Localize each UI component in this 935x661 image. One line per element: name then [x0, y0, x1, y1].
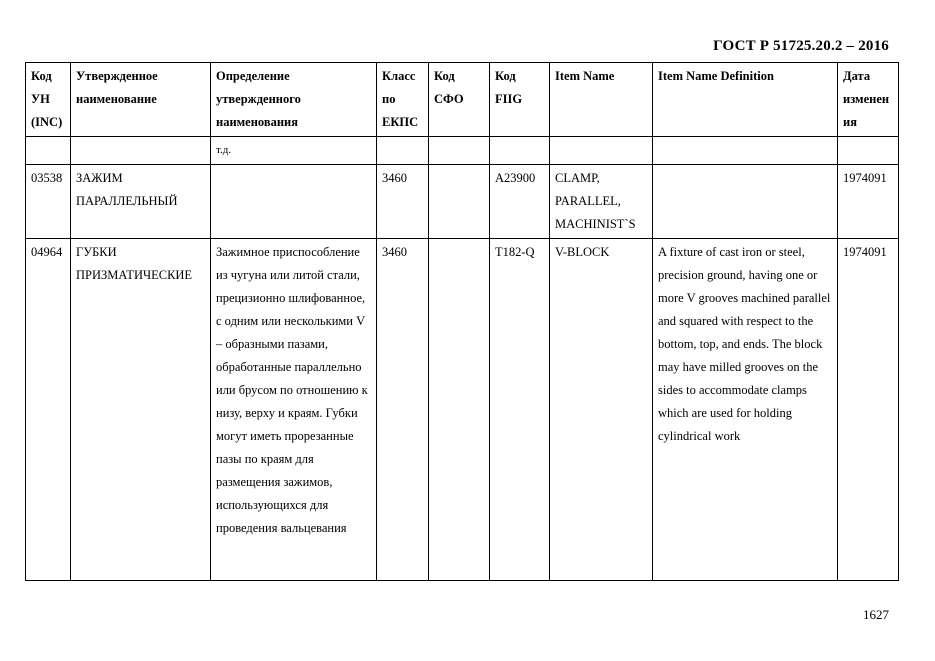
table-row: [26, 137, 899, 165]
col-header-sfo: Код СФО: [429, 63, 490, 137]
cell-definition: [211, 165, 377, 239]
cell-name: ГУБКИ ПРИЗМАТИЧЕСКИЕ: [71, 239, 211, 581]
table-row: [26, 165, 899, 239]
item-registry-table: [25, 62, 899, 581]
cell-class: 3460: [377, 165, 429, 239]
col-header-approved-name: Утвержденное наименование: [71, 63, 211, 137]
col-header-fiig: Код FIIG: [490, 63, 550, 137]
cell-item-def: [653, 137, 838, 165]
cell-date: 1974091: [838, 239, 899, 581]
cell-item-name: V-BLOCK: [550, 239, 653, 581]
col-header-inc: Код УН (INC): [26, 63, 71, 137]
cell-item-name: [550, 137, 653, 165]
cell-name: [71, 137, 211, 165]
cell-sfo: [429, 165, 490, 239]
cell-date: 1974091: [838, 165, 899, 239]
cell-definition: т.д.: [211, 137, 377, 165]
cell-inc: [26, 137, 71, 165]
col-header-class: Класс по ЕКПС: [377, 63, 429, 137]
cell-date: [838, 137, 899, 165]
col-header-definition: Определение утвержденного наименования: [211, 63, 377, 137]
page-number: 1627: [863, 607, 889, 622]
document-standard-header: ГОСТ Р 51725.20.2 – 2016: [713, 38, 889, 54]
table-row: [26, 239, 899, 581]
table-header-row: [26, 63, 899, 137]
cell-fiig: T182-Q: [490, 239, 550, 581]
cell-item-name: CLAMP, PARALLEL, MACHINIST`S: [550, 165, 653, 239]
cell-class: [377, 137, 429, 165]
cell-inc: 03538: [26, 165, 71, 239]
cell-class: 3460: [377, 239, 429, 581]
cell-definition: Зажимное приспособление из чугуна или литой стали, прецизионно шлифованное, с одним или несколькими V – образными пазами, обработанные параллельно или брусом по отношению к низу, верху и краям. Губки могут иметь прорезанные пазы по краям для размещения зажимов, использующихся для проведения вальцевания: [211, 239, 377, 581]
cell-inc: 04964: [26, 239, 71, 581]
cell-fiig: A23900: [490, 165, 550, 239]
cell-item-def: [653, 165, 838, 239]
cell-item-def: A fixture of cast iron or steel, precision ground, having one or more V grooves machined parallel and squared with respect to the bottom, top, and ends. The block may have milled grooves on the sides to accommodate clamps which are used for holding cylindrical work: [653, 239, 838, 581]
col-header-item-name: Item Name: [550, 63, 653, 137]
cell-sfo: [429, 137, 490, 165]
col-header-date: Дата изменен ия: [838, 63, 899, 137]
cell-fiig: [490, 137, 550, 165]
cell-name: ЗАЖИМ ПАРАЛЛЕЛЬНЫЙ: [71, 165, 211, 239]
cell-sfo: [429, 239, 490, 581]
col-header-item-name-definition: Item Name Definition: [653, 63, 838, 137]
